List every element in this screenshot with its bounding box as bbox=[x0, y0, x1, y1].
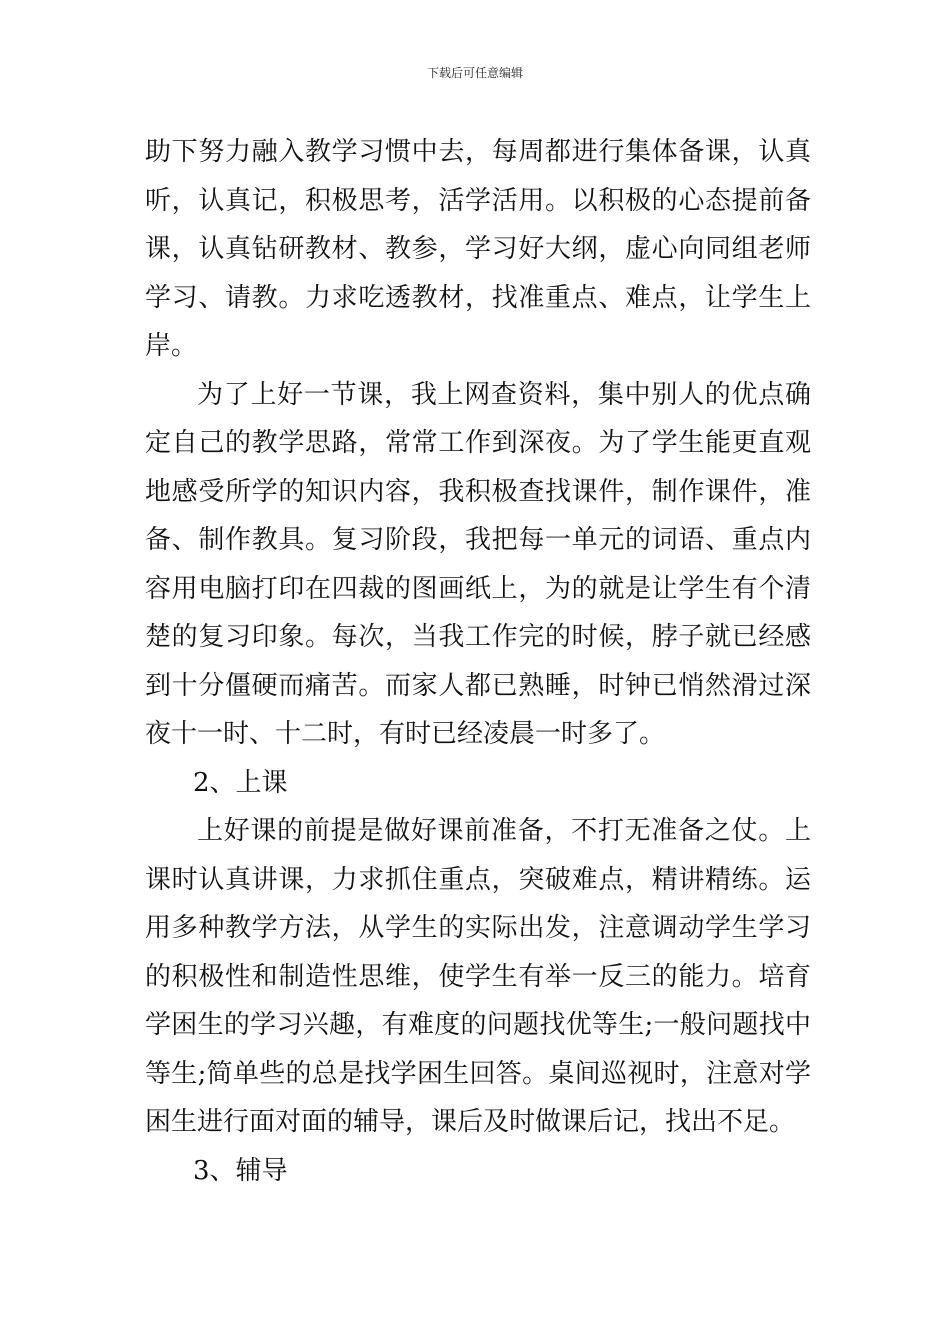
paragraph-preparation: 为了上好一节课，我上网查资料，集中别人的优点确定自己的教学思路，常常工作到深夜。为了学生能更直观地感受所学的知识内容，我积极查找课件，制作课件，准备、制作教具。复习阶段，我把每一单元的词语、重点内容用电脑打印在四裁的图画纸上，为的就是让学生有个清楚的复习印象。每次，当我工作完的时候，脖子就已经感到十分僵硬而痛苦。而家人都已熟睡，时钟已悄然滑过深夜十一时、十二时，有时已经凌晨一时多了。 bbox=[145, 379, 811, 749]
section-heading-tutoring: 3、辅导 bbox=[193, 1155, 288, 1186]
paragraph-class: 上好课的前提是做好课前准备，不打无准备之仗。上课时认真讲课，力求抓住重点，突破难点，精讲精练。运用多种教学方法，从学生的实际出发，注意调动学生学习的积极性和制造性思维，使学生有举一反三的能力。培育学困生的学习兴趣，有难度的问题找优等生;一般问题找中等生;简单些的总是找学困生回答。桌间巡视时，注意对学困生进行面对面的辅导，课后及时做课后记，找出不足。 bbox=[145, 816, 811, 1137]
page-header: 下载后可任意编辑 bbox=[426, 66, 523, 80]
document-body bbox=[145, 128, 811, 1195]
section-heading-class: 2、上课 bbox=[193, 767, 288, 798]
paragraph-continuation: 助下努力融入教学习惯中去，每周都进行集体备课，认真听，认真记，积极思考，活学活用。以积极的心态提前备课，认真钻研教材、教参，学习好大纲，虚心向同组老师学习、请教。力求吃透教材，找准重点、难点，让学生上岸。 bbox=[145, 137, 811, 361]
